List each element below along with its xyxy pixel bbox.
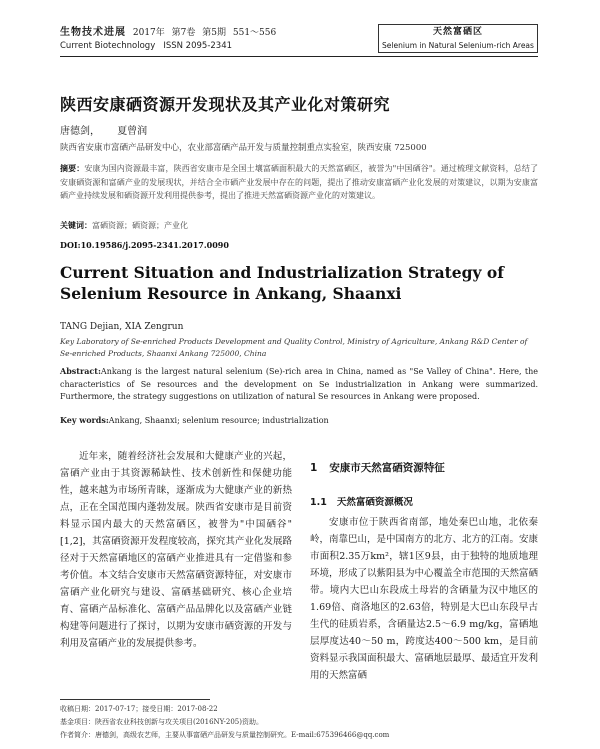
footnotes	[60, 703, 538, 742]
keywords-label-en: Key words:	[60, 415, 109, 425]
authors-cn	[60, 122, 161, 137]
subsection-number: 1.1	[310, 497, 327, 508]
keywords-label: 关键词：	[60, 220, 92, 230]
column-label-cn: 天然富硒区	[432, 27, 483, 37]
doi: DOI:10.19586/j.2095-2341.2017.0090	[60, 240, 229, 250]
journal-name-cn: 生物技术进展	[60, 27, 126, 38]
header-rule	[60, 56, 538, 57]
section-1-heading	[310, 460, 445, 475]
affiliation-en: Key Laboratory of Se-enriched Products Development and Quality Control, Ministry of Agriculture, Ankang R&D Center of Se-enriched Products, Shaanxi Ankang 725000, China	[60, 337, 528, 358]
column-box	[378, 24, 538, 53]
section-1-paragraph: 安康市位于陕西省南部，地处秦巴山地，北依秦岭，南靠巴山，是中国南方的北方、北方的江南。安康市面积2.35万km²，辖1区9县，由于独特的地质地理环境，形成了以紫阳县为中心覆盖全市范围的天然富硒带。境内大巴山东段成土母岩的含硒量为汉中地区的1.69倍、商洛地区的2.63倍，特别是大巴山东段早古生代的硅质岩系，含硒量达2.5～6.9 mg/kg，富硒地层厚度达40～50 m，跨度达400～500 km，是目前资料显示我国面积最大、富硒地层最厚、最适宜开发利用的天然富硒	[310, 517, 539, 681]
journal-pages: 551～556	[232, 28, 277, 38]
journal-issn: ISSN 2095-2341	[163, 41, 233, 51]
section-number: 1	[310, 462, 318, 474]
author-contact: 作者简介：唐德剑，高级农艺师，主要从事富硒产品研发与质量控制研究。E-mail:675396466@qq.com	[60, 731, 390, 739]
abstract-label: 摘要：	[60, 163, 85, 173]
received-date: 收稿日期：2017-07-17；接受日期：2017-08-22	[60, 705, 218, 713]
keywords-text: 富硒资源；硒资源；产业化	[92, 221, 188, 230]
authors-en: TANG Dejian, XIA Zengrun	[60, 322, 184, 332]
section-title: 安康市天然富硒资源特征	[329, 462, 445, 474]
author-1: 唐德剑，	[60, 126, 100, 137]
running-header	[60, 26, 280, 53]
journal-name-en: Current Biotechnology	[60, 41, 156, 51]
keywords-en	[60, 415, 329, 425]
journal-issue: 第5期	[202, 28, 226, 38]
keywords-text-en: Ankang, Shaanxi; selenium resource; industrialization	[108, 416, 329, 425]
affiliation-cn: 陕西省安康市富硒产品研发中心，农业部富硒产品开发与质量控制重点实验室，陕西安康 725000	[60, 143, 427, 153]
fund-info: 基金项目：陕西省农业科技创新与攻关项目(2016NY-205)资助。	[60, 718, 263, 726]
journal-volume: 第7卷	[171, 28, 196, 38]
abstract-en	[60, 365, 538, 404]
abstract-text: 安康为国内资源最丰富，陕西省安康市是全国土壤富硒面积最大的天然富硒区，被誉为"中国硒谷"。通过梳理文献资料，总结了安康硒资源和富硒产业的发展现状，并结合全市硒产业发展中存在的问题，提出了推动安康富硒产业化发展的对策建议，以期为安康富硒产业持续发展和硒资源开发利用提供参考，提出了推进天然富硒资源产业化的对策建议。	[60, 164, 539, 200]
article-title-cn: 陕西安康硒资源开发现状及其产业化对策研究	[60, 95, 391, 114]
article-title-en: Current Situation and Industrialization Strategy of Selenium Resource in Ankang, Shaanxi	[60, 263, 504, 303]
subsection-title: 天然富硒资源概况	[336, 497, 413, 508]
subsection-1-1-heading	[310, 494, 413, 508]
abstract-cn	[60, 162, 538, 203]
keywords-cn	[60, 220, 188, 231]
intro-paragraph: 近年来，随着经济社会发展和大健康产业的兴起，富硒产业由于其资源稀缺性、技术创新性和保健功能性，越来越为市场所青睐，逐渐成为大健康产业的新热点，正在全国范围内蓬勃发展。陕西省安康市是目前资料显示国内最大的天然富硒区，被誉为"中国硒谷"[1,2]，其富硒资源开发程度较高，探究其产业化发展路径对于天然富硒地区的富硒产业推进具有一定借鉴和参考价值。本文结合安康市天然富硒资源特征，对安康市富硒产业化研究与建设、富硒基础研究、核心企业培育、富硒产品标准化、富硒产品品牌化以及富硒产业链构建等问题进行了探讨，以期为安康市硒资源的开发与利用及富硒产业的发展提供参考。	[60, 451, 292, 649]
author-2: 夏曾润	[117, 126, 148, 137]
journal-year: 2017年	[132, 28, 165, 38]
abstract-text-en: Ankang is the largest natural selenium (Se)-rich area in China, named as "Se Valley of China". Here, the characteristics of Se resources and the development on Se industrialization in Ankang were summarized. Furthermore, the strategy suggestions on utilization of natural Se resources in Ankang were proposed.	[60, 367, 538, 401]
footnote-rule	[60, 699, 210, 700]
column-label-en: Selenium in Natural Selenium-rich Areas	[382, 41, 534, 50]
abstract-label-en: Abstract:	[60, 366, 101, 376]
